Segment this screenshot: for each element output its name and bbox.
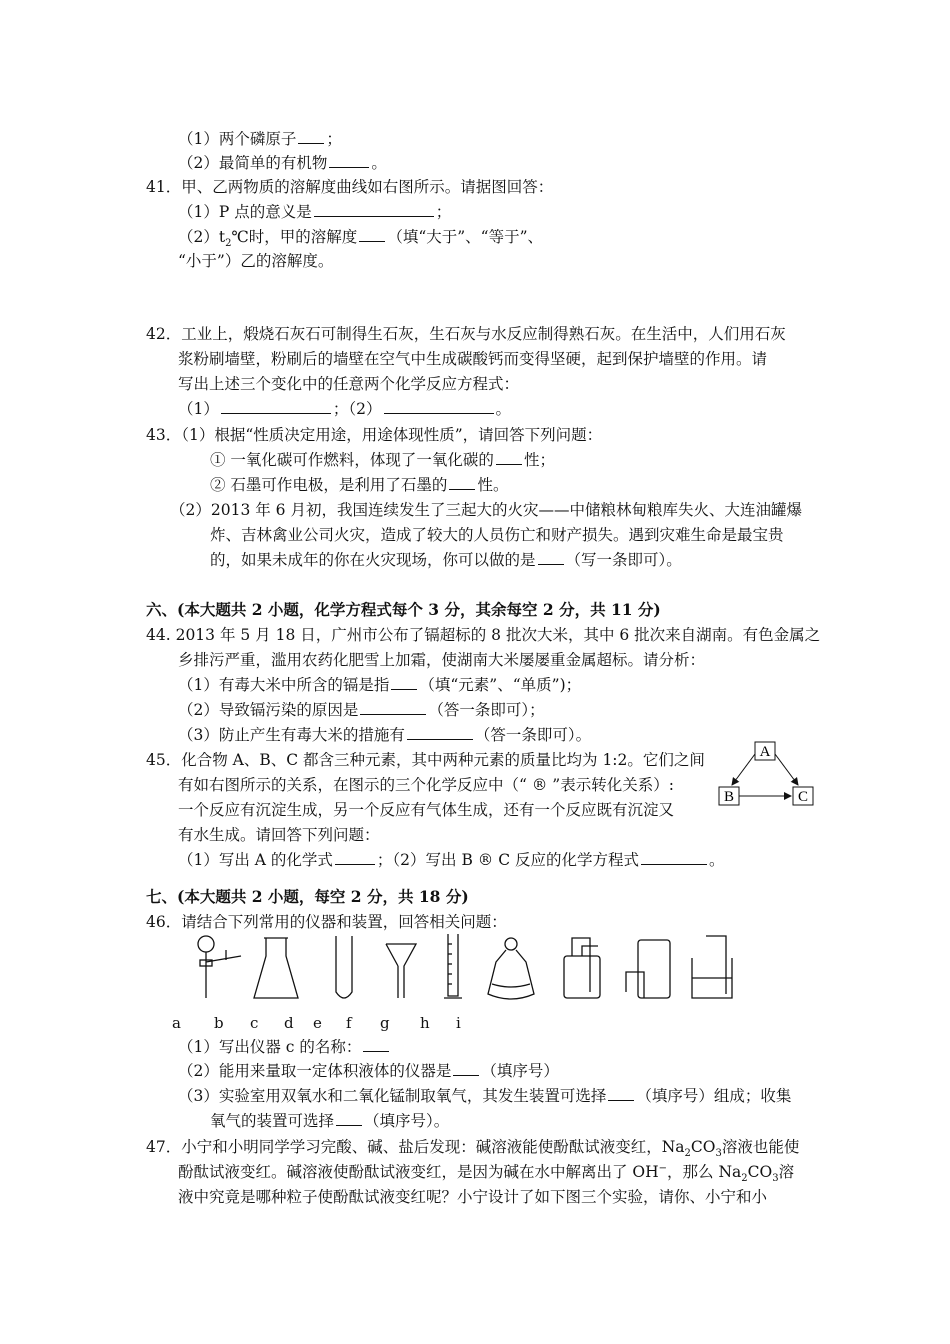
- q41-item1: [178, 201, 451, 223]
- q47-line1: [146, 1136, 799, 1158]
- text: 。: [495, 400, 512, 418]
- text: （写一条即可）。: [565, 551, 682, 569]
- text: ，那么 Na: [667, 1163, 742, 1181]
- answer-blank[interactable]: [335, 849, 375, 865]
- answer-blank[interactable]: [314, 201, 434, 217]
- text: （填“元素”、“单质”)；: [419, 676, 582, 694]
- text: 。: [709, 851, 725, 869]
- answer-blank[interactable]: [360, 699, 426, 715]
- conical-flask-icon: [254, 938, 298, 998]
- punct: ；: [435, 203, 452, 221]
- text: （填序号）组成；收集: [636, 1087, 792, 1105]
- text: （1）写出仪器 c 的名称：: [178, 1038, 362, 1056]
- q43-line4: （2）2013 年 6 月初，我国连续发生了三起大的火灾——中储粮林甸粮库失火、大连油罐爆: [170, 501, 802, 519]
- q44-line3: [178, 674, 581, 696]
- q40-item2: [178, 152, 387, 174]
- q41-stem: 41．甲、乙两物质的溶解度曲线如右图所示。请据图回答：: [146, 178, 554, 196]
- section6-heading: 六、(本大题共 2 小题，化学方程式每个 3 分，其余每空 2 分，共 11 分): [146, 600, 661, 619]
- apparatus-label-f: f: [346, 1014, 352, 1032]
- text: （3）防止产生有毒大米的措施有: [178, 726, 405, 744]
- test-tube-icon: [336, 936, 352, 998]
- apparatus-label-b: b: [214, 1014, 224, 1032]
- q43-line3: [210, 474, 508, 496]
- q43-line6: [210, 549, 682, 571]
- q47-line2: [178, 1161, 794, 1183]
- q45-line2: 有如右图所示的关系，在图示的三个化学反应中（“ ® ”表示转化关系）:: [178, 776, 674, 794]
- punct: ；: [326, 130, 342, 148]
- answer-blank[interactable]: [298, 128, 324, 144]
- node-a: A: [759, 744, 771, 760]
- text: （答一条即可）；: [428, 701, 545, 719]
- q45-line4: 有水生成。请回答下列问题：: [178, 826, 380, 844]
- alcohol-lamp-icon: [488, 938, 534, 999]
- q42-line1: 42．工业上，煅烧石灰石可制得生石灰，生石灰与水反应制得熟石灰。在生活中，人们用石灰: [146, 325, 786, 343]
- text: 的，如果未成年的你在火灾现场，你可以做的是: [210, 551, 536, 569]
- apparatus-label-c: c: [250, 1014, 259, 1032]
- subscript: 3: [715, 1148, 722, 1160]
- text: （1）写出 A 的化学式: [178, 851, 333, 869]
- section7-heading: 七、(本大题共 2 小题，每空 2 分，共 18 分): [146, 887, 469, 906]
- apparatus-label-d: d: [284, 1014, 294, 1032]
- lab-apparatus-row: [186, 932, 776, 1008]
- subscript: 3: [772, 1173, 779, 1185]
- q40-item1-text: （1）两个磷原子: [178, 130, 297, 148]
- node-c: C: [797, 789, 809, 805]
- text: ；（2）写出 B ® C 反应的化学方程式: [376, 851, 639, 869]
- subscript: 2: [741, 1173, 748, 1185]
- text: ② 石墨可作电极，是利用了石墨的: [210, 476, 448, 494]
- text: （填序号）: [481, 1062, 559, 1080]
- text: （填序号）。: [364, 1112, 450, 1130]
- apparatus-label-h: h: [420, 1014, 430, 1032]
- funnel-icon: [386, 944, 416, 998]
- answer-blank[interactable]: [336, 1110, 362, 1126]
- answer-blank[interactable]: [359, 226, 385, 242]
- q41-item1-text: （1）P 点的意义是: [178, 203, 312, 221]
- answer-blank[interactable]: [608, 1085, 634, 1101]
- q43-line2: [210, 449, 555, 471]
- apparatus-label-g: g: [380, 1014, 390, 1032]
- answer-blank[interactable]: [641, 849, 707, 865]
- text: （1）: [178, 400, 219, 418]
- answer-blank[interactable]: [538, 549, 564, 565]
- text: 氧气的装置可选择: [210, 1112, 335, 1130]
- q44-line5: [178, 724, 591, 746]
- q46-line2: [178, 1036, 391, 1058]
- q42-line2: 浆粉刷墙壁，粉刷后的墙壁在空气中生成碳酸钙而变得坚硬，起到保护墙壁的作用。请: [178, 350, 768, 368]
- q46-line3: [178, 1060, 559, 1082]
- q44-line2: 乡排污严重，滥用农药化肥雪上加霜，使湖南大米屡屡重金属超标。请分析：: [178, 651, 706, 669]
- q40-item2-text: （2）最简单的有机物: [178, 154, 328, 172]
- answer-blank[interactable]: [363, 1036, 389, 1052]
- answer-blank[interactable]: [221, 398, 331, 414]
- punct: 。: [371, 154, 387, 172]
- beaker-icon: [692, 936, 732, 998]
- q46-line5: [210, 1110, 449, 1132]
- text: （2）导致镉污染的原因是: [178, 701, 359, 719]
- q41-item2: [178, 226, 543, 248]
- text: （1）有毒大米中所含的镉是指: [178, 676, 390, 694]
- apparatus-label-a: a: [172, 1014, 181, 1032]
- gas-washing-bottle-icon: [564, 938, 600, 998]
- text: 溶: [778, 1163, 795, 1181]
- q45-line5: [178, 849, 725, 871]
- q46-line4: [178, 1085, 791, 1107]
- q41-item2-cont: “小于”）乙的溶解度。: [178, 252, 334, 270]
- q45-line1: 45．化合物 A、B、C 都含三种元素，其中两种元素的质量比均为 1:2。它们之间: [146, 751, 705, 769]
- q42-line3: 写出上述三个变化中的任意两个化学反应方程式：: [178, 375, 520, 393]
- apparatus-label-i: i: [456, 1014, 461, 1032]
- text: 溶液也能使: [721, 1138, 800, 1156]
- text: 47．小宁和小明同学学习完酸、碱、盐后发现：碱溶液能使酚酞试液变红，Na: [146, 1138, 685, 1156]
- subscript: 2: [225, 238, 232, 250]
- apparatus-label-e: e: [313, 1014, 322, 1032]
- text: （3）实验室用双氧水和二氧化锰制取氧气，其发生装置可选择: [178, 1087, 607, 1105]
- text: （填“大于”、“等于”、: [387, 228, 544, 246]
- q44-line1: 44. 2013 年 5 月 18 日，广州市公布了镉超标的 8 批次大米，其中 6 批次来自湖南。有色金属之: [146, 626, 821, 644]
- q40-item1: [178, 128, 342, 150]
- answer-blank[interactable]: [453, 1060, 479, 1076]
- answer-blank[interactable]: [329, 152, 369, 168]
- text: 性。: [477, 476, 509, 494]
- q47-line3: 液中究竟是哪种粒子使酚酞试液变红呢？小宁设计了如下图三个实验，请你、小宁和小: [178, 1188, 768, 1206]
- subscript: 2: [684, 1148, 691, 1160]
- q45-line3: 一个反应有沉淀生成，另一个反应有气体生成，还有一个反应既有沉淀又: [178, 801, 675, 819]
- text: 性；: [523, 451, 555, 469]
- text: （答一条即可）。: [474, 726, 592, 744]
- text: ；（2）: [332, 400, 382, 418]
- text: （2）能用来量取一定体积液体的仪器是: [178, 1062, 452, 1080]
- answer-blank[interactable]: [449, 474, 475, 490]
- answer-blank[interactable]: [384, 398, 494, 414]
- q46-line1: 46．请结合下列常用的仪器和装置，回答相关问题：: [146, 913, 507, 931]
- text: ① 一氧化碳可作燃料，体现了一氧化碳的: [210, 451, 494, 469]
- text: CO: [690, 1138, 716, 1156]
- text: ℃时，甲的溶解度: [231, 228, 358, 246]
- q44-line4: [178, 699, 545, 721]
- gas-collection-bottle-icon: [626, 940, 670, 998]
- answer-blank[interactable]: [407, 724, 473, 740]
- text: 酚酞试液变红。碱溶液使酚酞试液变红，是因为碱在水中解离出了 OH: [178, 1163, 659, 1181]
- q43-line5: 炸、吉林禽业公司火灾，造成了较大的人员伤亡和财产损失。遇到灾难生命是最宝贵: [210, 526, 784, 544]
- text: CO: [747, 1163, 773, 1181]
- node-b: B: [723, 789, 735, 805]
- text: （2）t: [178, 228, 226, 246]
- answer-blank[interactable]: [391, 674, 417, 690]
- graduated-cylinder-icon: [444, 934, 462, 998]
- superscript: −: [658, 1162, 668, 1174]
- abc-relation-diagram: [712, 740, 816, 810]
- q42-line4: [178, 398, 511, 420]
- q43-line1: 43．（1）根据“性质决定用途，用途体现性质”，请回答下列问题：: [146, 426, 603, 444]
- separatory-funnel-icon: [198, 936, 241, 998]
- answer-blank[interactable]: [496, 449, 522, 465]
